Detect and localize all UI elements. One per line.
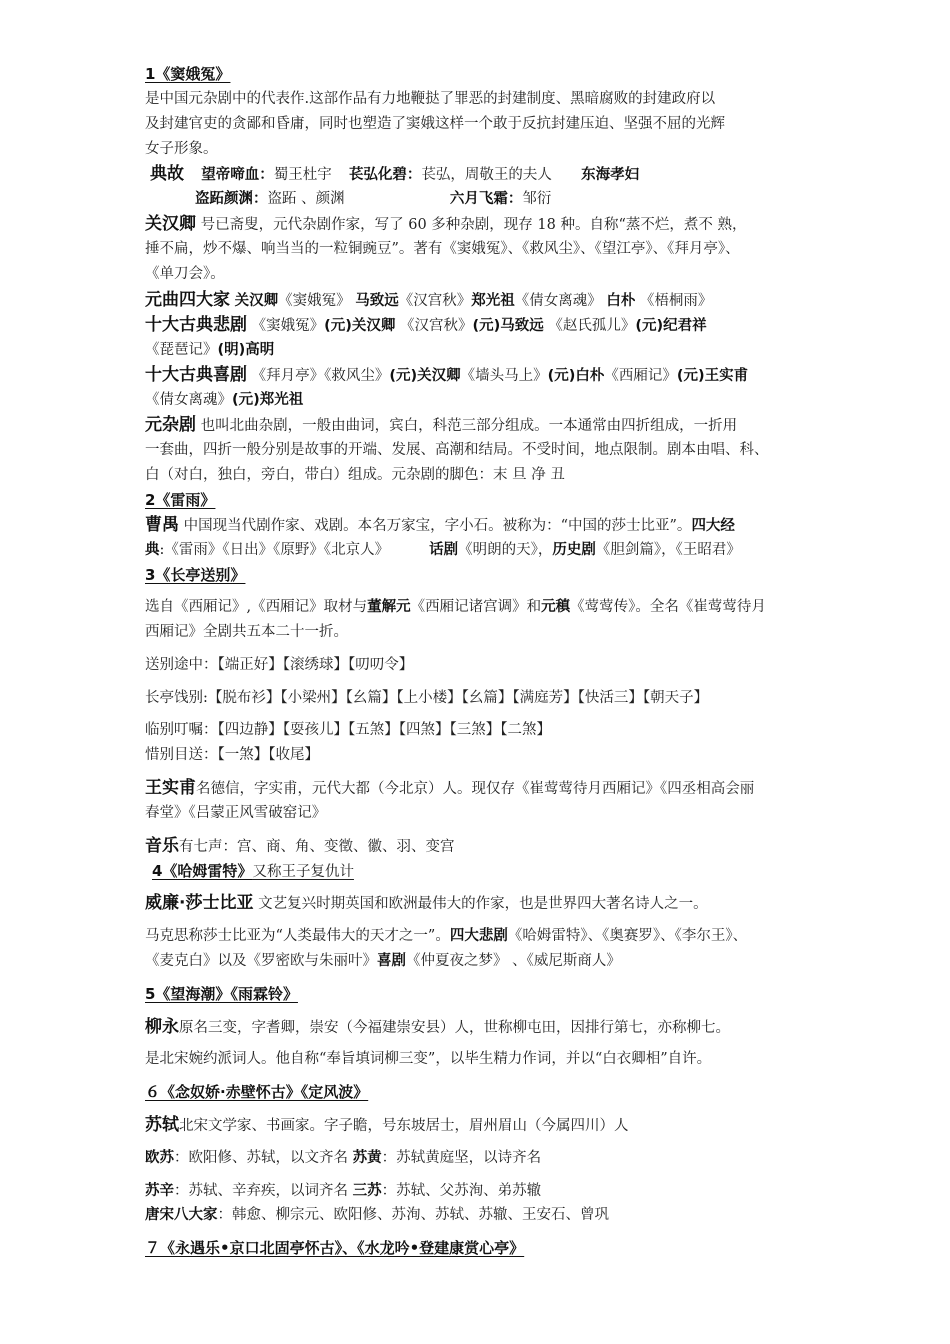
term: 四大悲剧 — [449, 928, 508, 944]
body-text: 有七声：宫、商、角、变徵、徽、羽、变宫 — [179, 839, 455, 855]
author-name: (元)关汉卿 — [389, 368, 461, 384]
term: 唐宋八大家 — [145, 1207, 218, 1223]
four-masters-row — [145, 290, 712, 311]
section-title: 1《窦娥冤》 — [145, 65, 231, 83]
section-title: 3《长亭送别》 — [145, 566, 246, 584]
section-title: 5《望海潮》《雨霖铃》 — [145, 985, 298, 1003]
body-text: 名德信，字实甫，元代大都（今北京）人。现仅存《崔莺莺待月西厢记》《四丞相高会丽 — [196, 781, 755, 797]
author-name: 关汉卿 — [234, 293, 279, 309]
author-name: (元)白朴 — [547, 368, 605, 384]
term-label: 元曲四大家 — [145, 290, 230, 310]
author-name: (明)高明 — [217, 342, 275, 358]
term: 欧苏 — [145, 1150, 174, 1166]
work-title: 《琵琶记》 — [145, 342, 218, 358]
allusions-row — [150, 164, 639, 185]
work-title: 《倩女离魂》 — [514, 293, 602, 309]
term-label: 元杂剧 — [145, 415, 196, 435]
section-title: 4《哈姆雷特》 — [152, 862, 253, 880]
author-name: 马致远 — [355, 293, 399, 309]
work-title: 《赵氏孤儿》 — [543, 318, 636, 334]
author-name: 威廉·莎士比亚 — [145, 893, 254, 913]
body-text: 及封建官吏的贪鄙和昏庸，同时也塑造了窦娥这样一个敢于反抗封建压迫、坚强不屈的光辉 — [145, 116, 725, 132]
term: 历史剧 — [552, 542, 596, 558]
pairs-row — [145, 1148, 541, 1168]
author-name: 苏轼 — [145, 1115, 179, 1135]
tragedy-row — [145, 315, 707, 336]
work-title: 《汉宫秋》 — [398, 293, 472, 309]
body-text: 一套曲，四折一般分别是故事的开端、发展、高潮和结局。不受时间，地点限制。剧本由唱、科、 — [145, 442, 769, 458]
body-text: 白（对白，独白，旁白，带白）组成。元杂剧的脚色：末 旦 净 丑 — [145, 467, 565, 483]
body-text: 是中国元杂剧中的代表作.这部作品有力地鞭挞了罪恶的封建制度、黑暗腐败的封建政府以 — [145, 91, 716, 107]
body-text: 也叫北曲杂剧，一般由曲词，宾白，科范三部分组成。一本通常由四折组成，一折用 — [196, 418, 738, 434]
body-text: 中国现当代剧作家、戏剧。本名万家宝，字小石。被称为：“中国的莎士比亚”。 — [179, 518, 692, 534]
author-name: (元)关汉卿 — [324, 318, 396, 334]
term-label: 音乐 — [145, 836, 179, 856]
term-label: 十大古典悲剧 — [145, 315, 247, 335]
body-text-row — [145, 540, 741, 560]
body-text: 文艺复兴时期英国和欧洲最伟大的作家，也是世界四大著名诗人之一。 — [253, 896, 708, 912]
author-name: 董解元 — [367, 599, 411, 615]
author-entry — [145, 778, 754, 799]
comedy-row — [145, 390, 303, 410]
body-text: 号已斋叟，元代杂剧作家，写了 60 多种杂剧，现存 18 种。自称“蒸不烂，煮不 熟， — [196, 217, 747, 233]
term: 典 — [145, 542, 160, 558]
author-name: (元)纪君祥 — [635, 318, 707, 334]
author-name: 郑光祖 — [471, 293, 515, 309]
body-text: 北宋文学家、书画家。字子瞻，号东坡居士，眉州眉山（今属四川）人 — [179, 1118, 629, 1134]
body-text: 春堂》《吕蒙正风雪破窑记》 — [145, 805, 327, 821]
body-text: 女子形象。 — [145, 141, 218, 157]
body-text: 《胆剑篇》，《王昭君》 — [595, 542, 741, 558]
author-name: 柳永 — [145, 1017, 179, 1037]
body-text: 《莺莺传》。全名《崔莺莺待月 — [570, 599, 766, 615]
tune-list: 送别途中：【端正好】【滚绣球】【叨叨令】 — [145, 657, 414, 673]
body-text-row — [145, 597, 766, 617]
section-heading-row — [152, 861, 354, 882]
comedy-row — [145, 365, 748, 386]
allusions-row — [195, 189, 551, 209]
tune-list: 惜别目送：【一煞】【收尾】 — [145, 747, 319, 763]
body-text: 选自《西厢记》,《西厢记》取材与 — [145, 599, 368, 615]
author-name: 曹禺 — [145, 515, 179, 535]
body-text: 马克思称莎士比亚为“人类最伟大的天才之一”。 — [145, 928, 450, 944]
work-title: 《窦娥冤》 — [278, 293, 351, 309]
term: 六月飞霜： — [449, 191, 523, 207]
section-title: ６《念奴娇·赤壁怀古》《定风波》 — [145, 1083, 369, 1101]
term-label: 十大古典喜剧 — [145, 365, 247, 385]
author-entry — [145, 1115, 629, 1136]
author-entry — [145, 214, 746, 235]
work-title: 《梧桐雨》 — [635, 293, 713, 309]
definition: ：苏轼、辛弃疾，以词齐名 — [174, 1183, 353, 1199]
pairs-row — [145, 1181, 541, 1201]
definition: 盗跖 、颜渊 — [267, 191, 345, 207]
work-title: 《西厢记》 — [604, 368, 677, 384]
definition: 蜀王杜宇 — [273, 167, 332, 183]
author-entry — [145, 515, 735, 536]
work-title: 《窦娥冤》 — [247, 318, 325, 334]
definition: ：欧阳修、苏轼，以文齐名 — [174, 1150, 353, 1166]
definition: ：苏轼、父苏洵、弟苏辙 — [381, 1183, 542, 1199]
body-text: 《哈姆雷特》、《奥赛罗》、《李尔王》、 — [507, 928, 748, 944]
work-title: 《拜月亭》《救风尘》 — [247, 368, 390, 384]
work-title: 《倩女离魂》 — [145, 392, 232, 408]
music-entry — [145, 836, 455, 857]
author-name: 王实甫 — [145, 778, 196, 798]
body-text-row — [145, 926, 747, 946]
body-text: 《单刀会》。 — [145, 266, 225, 282]
body-text: 是北宋婉约派词人。他自称“奉旨填词柳三变”，以毕生精力作词，并以“白衣卿相”自许。 — [145, 1051, 712, 1067]
term: 盗跖颜渊： — [195, 191, 268, 207]
body-text: 《明朗的天》， — [458, 542, 553, 558]
author-name: (元)郑光祖 — [232, 392, 304, 408]
term: 四大经 — [691, 518, 735, 534]
author-entry — [145, 893, 708, 914]
section-title: ７《永遇乐•京口北固亭怀古》、《水龙吟•登建康赏心亭》 — [145, 1239, 525, 1257]
tune-list: 临别叮嘱：【四边静】【耍孩儿】【五煞】【四煞】【三煞】【二煞】 — [145, 722, 551, 738]
definition: ：苏轼黄庭坚，以诗齐名 — [381, 1150, 542, 1166]
author-name: 元稹 — [541, 599, 571, 615]
body-text: 原名三变，字耆卿，崇安（今福建崇安县）人，世称柳屯田，因排行第七，亦称柳七。 — [179, 1020, 730, 1036]
allusions-label: 典故 — [150, 164, 184, 184]
body-text: 《西厢记诸宫调》和 — [410, 599, 542, 615]
term: 话剧 — [429, 542, 459, 558]
definition: 苌弘，周敬王的夫人 — [421, 167, 552, 183]
term: 苏黄 — [352, 1150, 382, 1166]
term: 苏辛 — [145, 1183, 174, 1199]
definition: 邹衍 — [522, 191, 552, 207]
work-title: 《墙头马上》 — [460, 368, 548, 384]
author-name: (元)王实甫 — [676, 368, 749, 384]
author-name: (元)马致远 — [472, 318, 544, 334]
author-name: 关汉卿 — [145, 214, 196, 234]
author-entry — [145, 1017, 730, 1038]
section-title: 2《雷雨》 — [145, 491, 216, 509]
tune-list: 长亭饯别:【脱布衫】【小梁州】【幺篇】【上小楼】【幺篇】【满庭芳】【快活三】【朝天子】 — [145, 690, 709, 706]
term: 苌弘化碧： — [348, 167, 422, 183]
body-text: 西厢记》全剧共五本二十一折。 — [145, 624, 348, 640]
definition: ：韩愈、柳宗元、欧阳修、苏洵、苏轼、苏辙、王安石、曾巩 — [217, 1207, 609, 1223]
body-text: 《麦克白》以及《罗密欧与朱丽叶》 — [145, 953, 377, 969]
term: 东海孝妇 — [581, 167, 640, 183]
body-text: 《仲夏夜之梦》 、《威尼斯商人》 — [406, 953, 621, 969]
zaju-entry — [145, 415, 737, 436]
work-title: 《汉宫秋》 — [395, 318, 473, 334]
term: 望帝啼血： — [201, 167, 274, 183]
section-subtitle: 又称王子复仇计 — [252, 864, 354, 880]
tragedy-row — [145, 340, 274, 360]
term: 喜剧 — [377, 953, 406, 969]
body-text-row — [145, 951, 621, 971]
term: 三苏 — [352, 1183, 382, 1199]
pairs-row — [145, 1205, 609, 1225]
author-name: 白朴 — [606, 293, 636, 309]
body-text: :《雷雨》《日出》《原野》《北京人》 — [159, 542, 390, 558]
body-text: 捶不扁，炒不爆、响当当的一粒铜豌豆”。著有《窦娥冤》、《救风尘》、《望江亭》、《拜月亭》、 — [145, 241, 740, 257]
